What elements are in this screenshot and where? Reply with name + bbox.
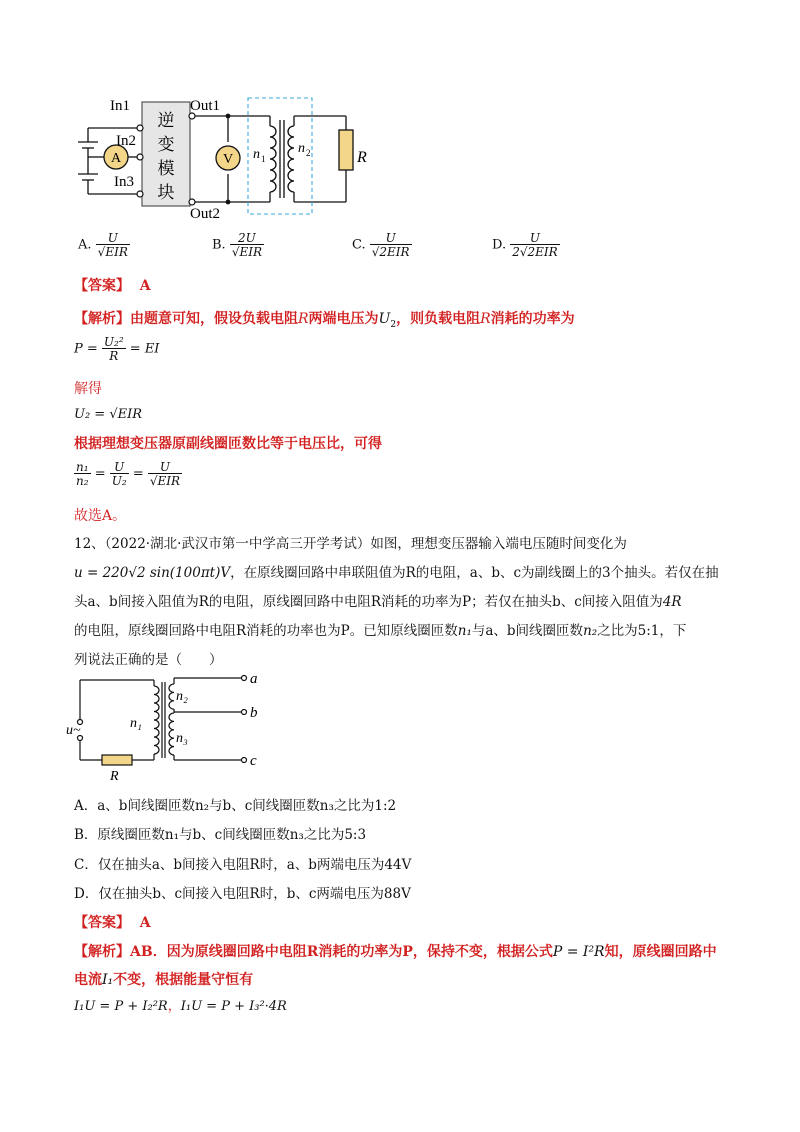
label-n2: n: [298, 141, 305, 156]
q12-option-d: D．仅在抽头b、c间接入电阻R时，b、c两端电压为88V: [74, 886, 411, 902]
label-n1: n₁: [130, 716, 142, 731]
q11-answer: 【答案】 A: [74, 278, 151, 294]
module-char-3: 模: [157, 159, 175, 178]
q12-analysis-line2: 电流I₁不变，根据能量守恒有: [74, 972, 254, 988]
ammeter-label: A: [110, 151, 122, 166]
q12-option-b: B．原线圈匝数n₁与b、c间线圈匝数n₃之比为5:3: [74, 827, 367, 843]
resistor-icon: [102, 755, 132, 765]
q11-option-a: A. $\frac{U}{\text{√EIR}}$: [78, 231, 128, 259]
label-n1-sub: 1: [261, 154, 266, 164]
q11-option-d: D. $\frac{U}{\text{2√2EIR}}$: [492, 231, 558, 259]
q12-energy-equations: I₁U = P + I₂²R，I₁U = P + I₃²·4R: [74, 999, 287, 1014]
q12-stem: 12、（2022·湖北·武汉市第一中学高三开学考试）如图，理想变压器输入端电压随时间变化为 u = 220√2 sin(100πt)V，在原线圈回路中串联阻值为R的电阻，a、b、c为副线圈上的3个抽头。若仅在抽 头a、b间接入阻值为R的电阻，原线圈回路中电阻R消耗的功率为P；若仅在抽头b、c间接入阻值为4R 的电阻，原线圈回路中电阻R消耗的功率也为P。已知原线圈匝数n₁与a、b间线圈匝数n₂之比为5:1，下 列说法正确的是（ ）: [74, 536, 719, 668]
q12-option-c: C．仅在抽头a、b间接入电阻R时，a、b两端电压为44V: [74, 857, 412, 873]
q11-conclusion: 故选A。: [74, 508, 127, 524]
label-n1: n: [253, 147, 260, 162]
label-in2: In2: [116, 133, 136, 149]
label-out1: Out1: [190, 98, 220, 114]
q12-option-a: A．a、b间线圈匝数n₂与b、c间线圈匝数n₃之比为1:2: [74, 798, 397, 814]
label-u: u~: [66, 723, 81, 738]
label-in3: In3: [114, 174, 134, 190]
label-r: R: [110, 769, 119, 784]
resistor-icon: [339, 130, 353, 170]
q11-option-c: C. $\frac{U}{\text{√2EIR}}$: [352, 231, 410, 259]
label-b: b: [250, 705, 258, 721]
module-char-4: 块: [157, 183, 175, 202]
label-in1: In1: [110, 98, 130, 114]
voltmeter-label: V: [222, 152, 234, 167]
label-r: R: [357, 149, 367, 166]
circuit-diagram-2: [66, 672, 276, 784]
label-n2: n₂: [176, 689, 188, 704]
q11-ratio-text: 根据理想变压器原副线圈匝数比等于电压比，可得: [74, 436, 382, 452]
q11-equation-2: U₂ = √EIR: [74, 407, 143, 422]
module-char-1: 逆: [157, 111, 175, 130]
circuit-diagram-1: [60, 90, 390, 220]
label-n2-sub: 2: [306, 148, 311, 158]
label-a: a: [250, 672, 258, 687]
label-c: c: [250, 753, 257, 769]
module-char-2: 变: [157, 135, 175, 154]
q12-answer: 【答案】 A: [74, 915, 151, 931]
q11-equation-1: P = $\frac{\text{U₂²}}{R}$ = EI: [74, 335, 160, 363]
label-n3: n₃: [176, 731, 188, 746]
q11-equation-3: $\frac{\text{n₁}}{\text{n₂}}$ = $\frac{U}{\text{U₂}}$ = $\frac{U}{\text{√EIR}}$: [76, 460, 181, 488]
q12-analysis-line1: 【解析】AB．因为原线圈回路中电阻R消耗的功率为P，保持不变，根据公式P = I²R知，原线圈回路中: [74, 944, 717, 960]
q11-option-b: B. $\frac{2U}{\text{√EIR}}$: [212, 231, 263, 259]
q11-solve-text: 解得: [74, 381, 102, 397]
label-out2: Out2: [190, 206, 220, 220]
q11-analysis: 【解析】由题意可知，假设负载电阻R两端电压为$U_2$，则负载电阻R消耗的功率为: [74, 311, 575, 330]
